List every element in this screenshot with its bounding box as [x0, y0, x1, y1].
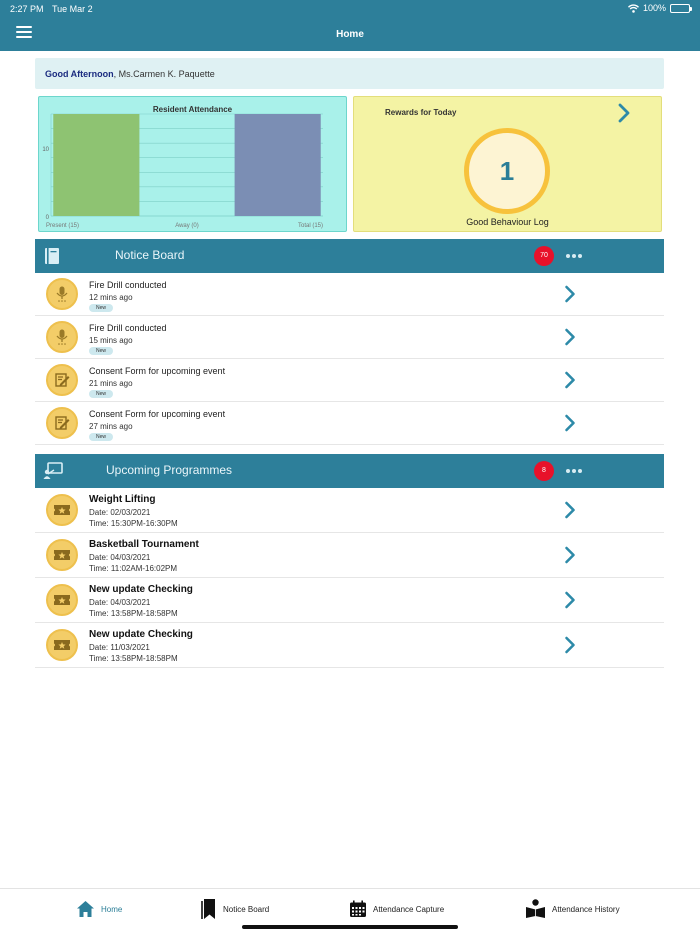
tab-attendance-capture[interactable]: [349, 898, 444, 920]
status-date: Tue Mar 2: [52, 4, 93, 14]
notice-title: Fire Drill conducted: [89, 323, 167, 333]
top-app-bar: [0, 0, 700, 51]
rewards-label: Good Behaviour Log: [466, 217, 549, 227]
book-icon: [43, 247, 63, 265]
notice-title: Consent Form for upcoming event: [89, 409, 226, 419]
chevron-right-icon[interactable]: [564, 636, 576, 654]
rewards-card[interactable]: [353, 96, 662, 232]
y-tick-label: 0: [45, 215, 49, 221]
programme-title: Weight Lifting: [89, 494, 156, 505]
notice-time: 15 mins ago: [89, 336, 133, 345]
chevron-right-icon[interactable]: [564, 591, 576, 609]
chevron-right-icon[interactable]: [617, 103, 631, 123]
programme-date: Date: 04/03/2021: [89, 553, 151, 562]
reader-icon: [525, 899, 546, 919]
programme-title: New update Checking: [89, 629, 193, 640]
notice-title: Consent Form for upcoming event: [89, 366, 226, 376]
notice-item[interactable]: [35, 273, 664, 316]
new-tag: New: [89, 304, 113, 312]
notice-item[interactable]: [35, 359, 664, 402]
ticket-icon: [46, 539, 78, 571]
greeting-banner: [35, 58, 664, 89]
notice-item[interactable]: [35, 316, 664, 359]
y-tick-label: 10: [42, 147, 49, 153]
bar: [235, 114, 321, 216]
status-indicators: [628, 3, 690, 13]
programme-title: New update Checking: [89, 584, 193, 595]
tab-label: Home: [101, 904, 123, 914]
attendance-chart: [39, 97, 348, 233]
programme-item[interactable]: [35, 623, 664, 668]
chevron-right-icon[interactable]: [564, 501, 576, 519]
chevron-right-icon[interactable]: [564, 328, 576, 346]
notice-time: 12 mins ago: [89, 293, 133, 302]
tab-attendance-history[interactable]: [525, 898, 620, 920]
programmes-header: [35, 454, 664, 488]
ticket-icon: [46, 494, 78, 526]
tab-home[interactable]: [76, 898, 122, 920]
programme-date: Date: 02/03/2021: [89, 508, 151, 517]
programme-time: Time: 15:30PM-16:30PM: [89, 519, 178, 528]
programme-title: Basketball Tournament: [89, 539, 199, 550]
form-icon: [46, 407, 78, 439]
more-options-icon[interactable]: [566, 469, 582, 473]
new-tag: New: [89, 347, 113, 355]
x-tick-label: Away (0): [175, 223, 199, 229]
microphone-icon: [46, 321, 78, 353]
greeting-name: , Ms.Carmen K. Paquette: [113, 69, 215, 79]
wifi-icon: [628, 4, 639, 13]
ticket-icon: [46, 629, 78, 661]
tab-label: Attendance History: [552, 904, 620, 914]
programme-date: Date: 04/03/2021: [89, 598, 151, 607]
programme-time: Time: 13:58PM-18:58PM: [89, 609, 178, 618]
more-options-icon[interactable]: [566, 254, 582, 258]
greeting-salutation: Good Afternoon: [45, 69, 114, 79]
chevron-right-icon[interactable]: [564, 414, 576, 432]
chevron-right-icon[interactable]: [564, 371, 576, 389]
status-time: 2:27 PM: [10, 4, 44, 14]
notice-item[interactable]: [35, 402, 664, 445]
x-tick-label: Total (15): [297, 223, 323, 229]
form-icon: [46, 364, 78, 396]
tab-label: Attendance Capture: [373, 904, 445, 914]
rewards-count: 1: [464, 128, 550, 214]
bookmark-icon: [200, 898, 217, 920]
battery-icon: [670, 4, 690, 13]
programme-date: Date: 11/03/2021: [89, 643, 150, 652]
ticket-icon: [46, 584, 78, 616]
notice-board-header: [35, 239, 664, 273]
tab-label: Notice Board: [223, 904, 270, 914]
calendar-icon: [349, 900, 367, 918]
rewards-title: Rewards for Today: [385, 108, 457, 117]
page-title: Home: [336, 29, 364, 40]
programmes-title: Upcoming Programmes: [106, 463, 233, 477]
new-tag: New: [89, 433, 113, 441]
home-indicator: [242, 925, 458, 929]
home-icon: [76, 900, 95, 918]
microphone-icon: [46, 278, 78, 310]
resident-attendance-card[interactable]: [38, 96, 347, 232]
programme-time: Time: 11:02AM-16:02PM: [89, 564, 178, 573]
battery-percentage: 100%: [642, 3, 666, 13]
programmes-count-badge: 8: [534, 461, 554, 481]
x-tick-label: Present (15): [46, 223, 80, 229]
notice-board-title: Notice Board: [115, 248, 185, 262]
new-tag: New: [89, 390, 113, 398]
chevron-right-icon[interactable]: [564, 285, 576, 303]
notice-title: Fire Drill conducted: [89, 280, 167, 290]
presentation-icon: [43, 462, 63, 480]
attendance-title: Resident Attendance: [152, 105, 233, 114]
programme-item[interactable]: [35, 533, 664, 578]
notice-time: 27 mins ago: [89, 422, 133, 431]
tab-notice-board[interactable]: [200, 898, 269, 920]
chevron-right-icon[interactable]: [564, 546, 576, 564]
programme-time: Time: 13:58PM-18:58PM: [89, 654, 178, 663]
notice-time: 21 mins ago: [89, 379, 133, 388]
bar: [53, 114, 139, 216]
notice-count-badge: 70: [534, 246, 554, 266]
programme-item[interactable]: [35, 578, 664, 623]
programme-item[interactable]: [35, 488, 664, 533]
